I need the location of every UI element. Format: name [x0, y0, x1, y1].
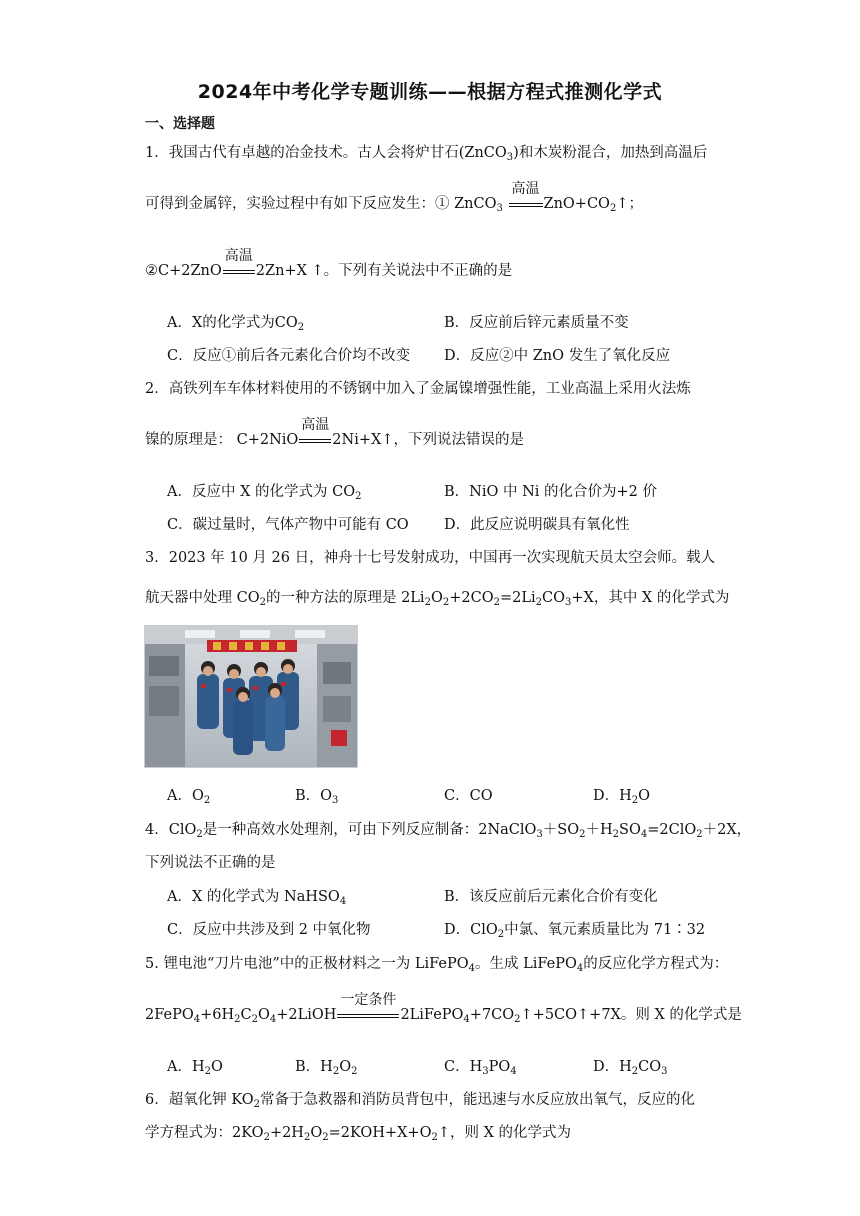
q1-option-b: B．反应前后锌元素质量不变: [444, 315, 629, 331]
q4-stem-line1: 4．ClO$_2$是一种高效水处理剂，可由下列反应制备：$2NaClO_3+SO_2+H_2SO_4=2ClO_2+2X$，: [145, 822, 752, 840]
q6-stem-line1: 6．超氧化钾 $KO_2$常备于急救器和消防员背包中，能迅速与水反应放出氧气，反应的化: [145, 1092, 696, 1110]
q5-option-b: B．$H_2O_2$: [295, 1059, 358, 1077]
q5-option-d: D．$H_2CO_3$: [593, 1059, 668, 1077]
q1-stem-line2: 可得到金属锌，实验过程中有如下反应发生：① ZnCO$_3$ 高温 $ZnO+CO_2↑$；: [145, 181, 643, 214]
reaction-condition-arrow: 高温: [299, 433, 331, 449]
q1-stem-line3: ②C+2ZnO 高温 2Zn+X ↑。下列有关说法中不正确的是: [145, 248, 513, 279]
q5-stem-line1: 5. 锂电池“刀片电池”中的正极材料之一为 LiFePO$_4$。生成 LiFePO$_4$的反应化学方程式为：: [145, 956, 729, 974]
q3-option-a: A．$O_2$: [167, 788, 211, 806]
reaction-condition-arrow: 高温: [509, 197, 543, 213]
reaction-condition-arrow: 一定条件: [337, 1008, 399, 1024]
q4-stem-line2: 下列说法不正确的是: [145, 855, 276, 871]
q2-option-d: D．此反应说明碳具有氧化性: [444, 517, 630, 533]
q5-stem-line2: $2FePO_4+6H_2C_2O_4+2LiOH$ 一定条件 $2LiFePO_4+7CO_2↑+5CO↑+7X$。则 X 的化学式是: [145, 992, 742, 1025]
q2-stem-line1: 2．高铁列车车体材料使用的不锈钢中加入了金属镍增强性能，工业高温上采用火法炼: [145, 381, 691, 397]
q2-option-b: B．NiO 中 Ni 的化合价为+2 价: [444, 484, 658, 500]
q1-option-d: D．反应②中 ZnO 发生了氧化反应: [444, 348, 671, 364]
q2-option-c: C．碳过量时，气体产物中可能有 CO: [167, 517, 409, 533]
q5-option-c: C．$H_3PO_4$: [444, 1059, 517, 1077]
q3-stem-line1: 3．2023 年 10 月 26 日，神舟十七号发射成功，中国再一次实现航天员太空会师。载人: [145, 550, 716, 566]
q3-option-b: B．$O_3$: [295, 788, 339, 806]
page-title: 2024年中考化学专题训练——根据方程式推测化学式: [197, 81, 663, 103]
q1-option-c: C．反应①前后各元素化合价均不改变: [167, 348, 411, 364]
astronauts-photo: [144, 625, 358, 768]
q3-stem-line2: 航天器中处理 $CO_2$的一种方法的原理是 $2Li_2O_2+2CO_2=2Li_2CO_3+X$，其中 X 的化学式为: [145, 590, 730, 608]
q3-option-d: D．$H_2O$: [593, 788, 651, 806]
q2-option-a: A．反应中 X 的化学式为 $CO_2$: [167, 484, 362, 502]
section-heading: 一、选择题: [145, 116, 215, 132]
q1-option-a: A．X的化学式为$CO_2$: [167, 315, 305, 333]
q4-option-d: D．ClO$_2$中氯、氧元素质量比为 71∶32: [444, 922, 706, 940]
q4-option-b: B．该反应前后元素化合价有变化: [444, 889, 658, 905]
q6-stem-line2: 学方程式为：$2KO_2+2H_2O_2=2KOH+X+O_2↑$，则 X 的化学式为: [145, 1125, 572, 1143]
q4-option-a: A．X 的化学式为 NaHSO$_4$: [167, 889, 347, 907]
reaction-condition-arrow: 高温: [223, 264, 255, 280]
q1-stem-line1: 1．我国古代有卓越的冶金技术。古人会将炉甘石(ZnCO$_3$)和木炭粉混合，加热到高温后: [145, 145, 708, 163]
q2-stem-line2: 镍的原理是： C+2NiO 高温 2Ni+X↑，下列说法错误的是: [145, 417, 524, 448]
q3-option-c: C．CO: [444, 788, 493, 804]
q5-option-a: A．$H_2O$: [167, 1059, 223, 1077]
q4-option-c: C．反应中共涉及到 2 中氧化物: [167, 922, 371, 938]
